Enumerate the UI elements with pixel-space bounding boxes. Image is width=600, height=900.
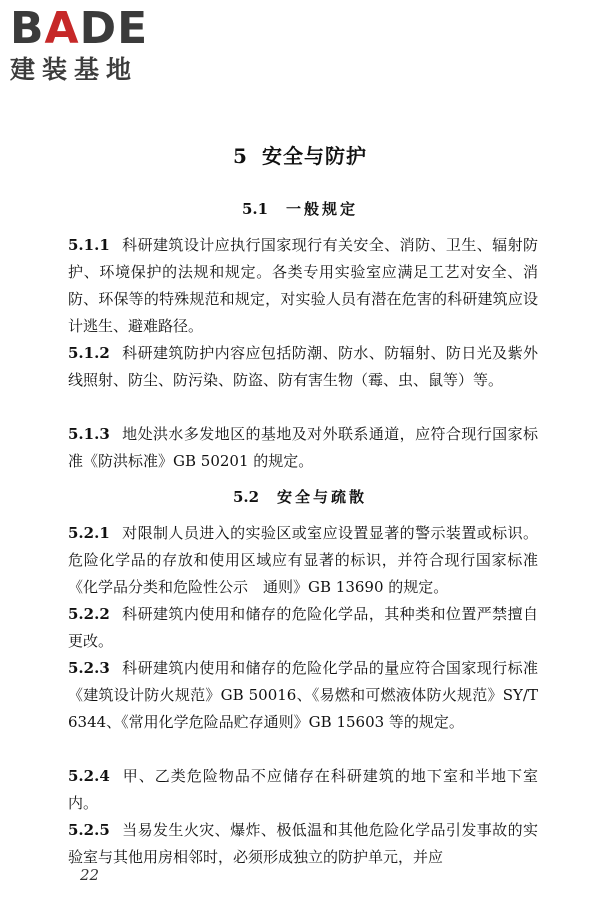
logo-wordmark	[10, 3, 180, 54]
chapter-title-text: 安全与防护	[261, 144, 367, 168]
logo-subtitle: 建装基地	[10, 55, 139, 84]
clause-text: 甲、乙类危险物品不应储存在科研建筑的地下室和半地下室内。	[68, 767, 538, 812]
clause-text: 科研建筑设计应执行国家现行有关安全、消防、卫生、辐射防护、环境保护的法规和规定。各类专用实验室应满足工艺对安全、消防、环保等的特殊规范和规定，对实验人员有潜在危害的科研建筑应设计逃生、避难路径。	[68, 236, 538, 335]
clause	[68, 655, 538, 736]
clause-number: 5.1.2	[68, 344, 110, 362]
section-title-text: 一般规定	[286, 200, 359, 218]
section-number: 5.2	[232, 488, 260, 506]
section-title-text: 安全与疏散	[277, 488, 368, 506]
section-number: 5.1	[241, 200, 269, 218]
logo-word-accent: A	[44, 3, 80, 54]
clause-number: 5.2.4	[68, 767, 110, 785]
clause	[68, 340, 538, 394]
chapter-number: 5	[233, 144, 248, 168]
clause	[68, 601, 538, 655]
clause	[68, 520, 538, 601]
chapter-title	[0, 140, 600, 169]
clause-text: 科研建筑内使用和储存的危险化学品的量应符合国家现行标准《建筑设计防火规范》GB 50016、《易燃和可燃液体防火规范》SY/T 6344、《常用化学危险品贮存通则》GB 15603 等的规定。	[68, 659, 538, 731]
clause	[68, 421, 538, 475]
clause-number: 5.1.1	[68, 236, 110, 254]
clause	[68, 817, 538, 871]
logo-word-part2: DE	[79, 3, 149, 54]
clause-text: 科研建筑内使用和储存的危险化学品，其种类和位置严禁擅自更改。	[68, 605, 538, 650]
section-title	[0, 486, 600, 507]
clause-number: 5.2.3	[68, 659, 110, 677]
clause-text: 对限制人员进入的实验区或室应设置显著的警示装置或标识。危险化学品的存放和使用区域应有显著的标识，并符合现行国家标准《化学品分类和危险性公示 通则》GB 13690 的规定。	[68, 524, 538, 596]
clause-number: 5.2.2	[68, 605, 110, 623]
clause-text: 当易发生火灾、爆炸、极低温和其他危险化学品引发事故的实验室与其他用房相邻时，必须形成独立的防护单元，并应	[68, 821, 538, 866]
section-title	[0, 198, 600, 219]
bade-logo	[10, 3, 180, 86]
clause-number: 5.2.5	[68, 821, 110, 839]
clause-text: 科研建筑防护内容应包括防潮、防水、防辐射、防日光及紫外线照射、防尘、防污染、防盗、防有害生物（霉、虫、鼠等）等。	[68, 344, 538, 389]
clause-number: 5.2.1	[68, 524, 110, 542]
clause-text: 地处洪水多发地区的基地及对外联系通道，应符合现行国家标准《防洪标准》GB 50201 的规定。	[68, 425, 538, 470]
clause	[68, 232, 538, 340]
clause	[68, 763, 538, 817]
logo-word-part1: B	[10, 3, 45, 54]
clause-number: 5.1.3	[68, 425, 110, 443]
page-number: 22	[80, 866, 100, 884]
